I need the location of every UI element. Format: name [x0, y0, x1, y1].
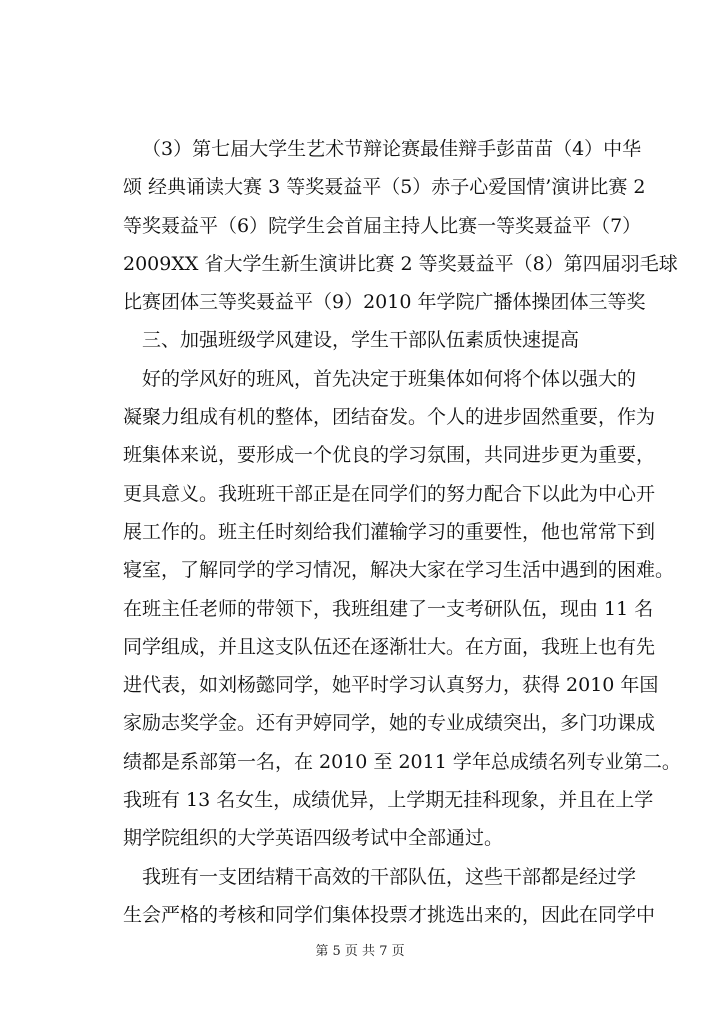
text-line: 我班有 13 名女生，成绩优异，上学期无挂科现象，并且在上学 — [123, 789, 654, 812]
text-line: 比赛团体三等奖聂益平（9）2010 年学院广播体操团体三等奖 — [123, 291, 646, 314]
text-line: 班集体来说，要形成一个优良的学习氛围，共同进步更为重要， — [123, 444, 656, 467]
text-line: 进代表，如刘杨懿同学，她平时学习认真努力，获得 2010 年国 — [123, 674, 659, 697]
page-number-footer: 第 5 页 共 7 页 — [315, 944, 405, 959]
text-line: 期学院组织的大学英语四级考试中全部通过。 — [123, 827, 504, 850]
text-line: 在班主任老师的带领下，我班组建了一支考研队伍，现由 11 名 — [123, 597, 654, 620]
text-line: 2009XX 省大学生新生演讲比赛 2 等奖聂益平（8）第四届羽毛球 — [123, 252, 678, 275]
text-line: 我班有一支团结精干高效的干部队伍，这些干部都是经过学 — [142, 865, 637, 888]
text-line: 生会严格的考核和同学们集体投票才挑选出来的，因此在同学中 — [123, 903, 656, 926]
text-line: 同学组成，并且这支队伍还在逐渐壮大。在方面，我班上也有先 — [123, 635, 656, 658]
text-line: （3）第七届大学生艺术节辩论赛最佳辩手彭苗苗（4）中华 — [142, 138, 642, 160]
text-line: 凝聚力组成有机的整体，团结奋发。个人的进步固然重要，作为 — [123, 406, 656, 429]
text-line: 颂 经典诵读大赛 3 等奖聂益平（5）赤子心爱国情’演讲比赛 2 — [123, 176, 646, 199]
document-body — [123, 130, 681, 934]
text-line: 绩都是系部第一名，在 2010 至 2011 学年总成绩名列专业第二。 — [123, 750, 681, 773]
text-line: 更具意义。我班班干部正是在同学们的努力配合下以此为中心开 — [123, 482, 656, 505]
text-line: 寝室，了解同学的学习情况，解决大家在学习生活中遇到的困难。 — [123, 559, 675, 582]
section-heading: 三、加强班级学风建设，学生干部队伍素质快速提高 — [142, 329, 580, 352]
text-line: 家励志奖学金。还有尹婷同学，她的专业成绩突出，多门功课成 — [123, 712, 656, 735]
text-line: 等奖聂益平（6）院学生会首届主持人比赛一等奖聂益平（7） — [123, 214, 642, 237]
text-line: 好的学风好的班风，首先决定于班集体如何将个体以强大的 — [142, 367, 637, 390]
text-line: 展工作的。班主任时刻给我们灌输学习的重要性，他也常常下到 — [123, 520, 656, 543]
